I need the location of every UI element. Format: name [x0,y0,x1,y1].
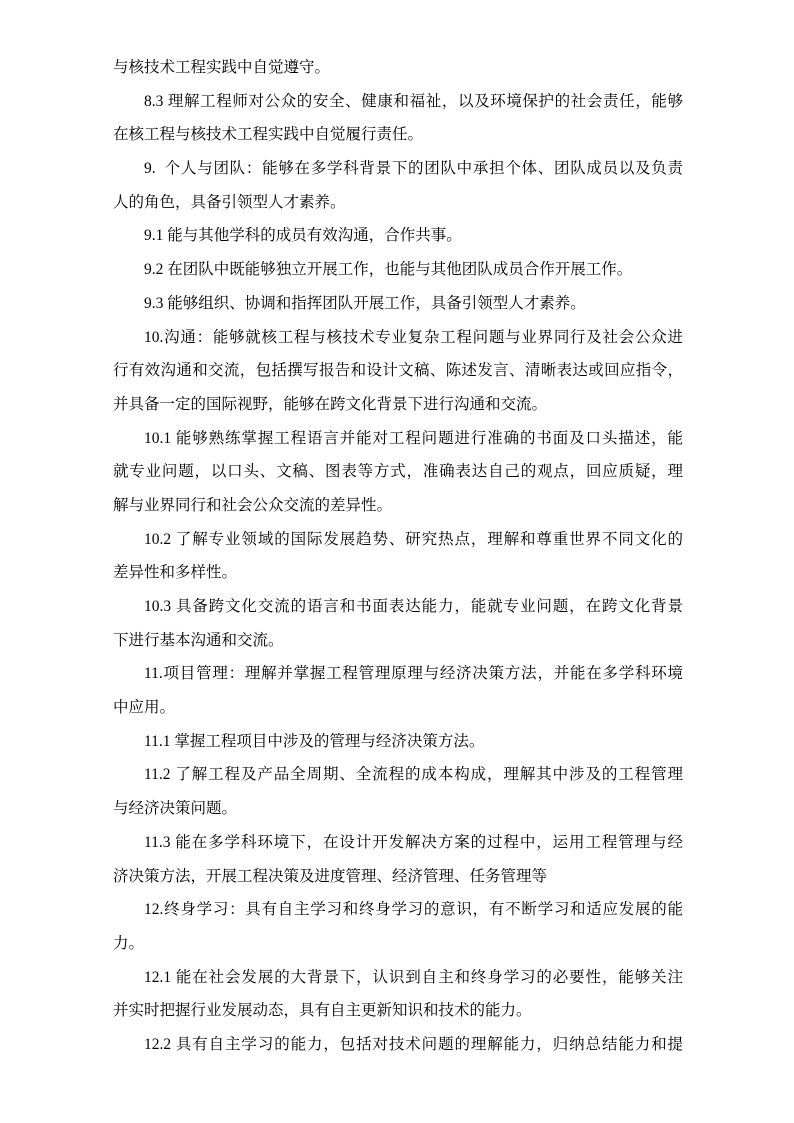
text-line: 9.1 能与其他学科的成员有效沟通，合作共事。 [144,227,462,245]
text-line: 9. 个人与团队：能够在多学科背景下的团队中承担个体、团队成员以及负责 [144,160,683,178]
paragraph [113,893,683,960]
text-line: 9.3 能够组织、协调和指挥团队开展工作，具备引领型人才素养。 [144,294,586,312]
paragraph [113,725,683,759]
text-line: 8.3 理解工程师对公众的安全、健康和福祉，以及环境保护的社会责任，能够 [144,92,683,110]
text-line: 9.2 在团队中既能够独立开展工作，也能与其他团队成员合作开展工作。 [144,261,633,279]
paragraph [113,657,683,724]
paragraph [113,85,683,152]
text-line: 11.项目管理：理解并掌握工程管理原理与经济决策方法，并能在多学科环境 [144,665,683,683]
paragraph [113,253,683,287]
paragraph [113,321,683,422]
text-line: 与经济决策问题。 [113,800,238,818]
paragraph [113,1028,683,1062]
text-line: 12.终身学习：具有自主学习和终身学习的意识，有不断学习和适应发展的能 [144,901,683,919]
paragraph [113,152,683,219]
paragraph [113,590,683,657]
text-line: 人的角色，具备引领型人才素养。 [113,193,346,211]
paragraph [113,961,683,1028]
text-line: 10.1 能够熟练掌握工程语言并能对工程问题进行准确的书面及口头描述，能 [144,429,683,447]
text-line: 11.1 掌握工程项目中涉及的管理与经济决策方法。 [144,732,485,750]
paragraph [113,287,683,321]
text-line: 行有效沟通和交流，包括撰写报告和设计文稿、陈述发言、清晰表达或回应指令， [113,362,683,380]
text-line: 力。 [113,934,145,952]
paragraph [113,758,683,825]
text-line: 并实时把握行业发展动态，具有自主更新知识和技术的能力。 [113,1002,532,1020]
text-line: 解与业界同行和社会公众交流的差异性。 [113,496,393,514]
text-line: 11.2 了解工程及产品全周期、全流程的成本构成，理解其中涉及的工程管理 [144,766,683,784]
text-line: 与核技术工程实践中自觉遵守。 [113,59,331,76]
text-line: 并具备一定的国际视野，能够在跨文化背景下进行沟通和交流。 [113,395,548,413]
paragraph [113,51,683,85]
paragraph [113,422,683,523]
text-line: 12.1 能在社会发展的大背景下，认识到自主和终身学习的必要性，能够关注 [144,968,683,986]
text-line: 在核工程与核技术工程实践中自觉履行责任。 [113,126,424,144]
text-line: 就专业问题，以口头、文稿、图表等方式，准确表达自己的观点，回应质疑，理 [113,463,683,481]
paragraph [113,219,683,253]
text-line: 10.2 了解专业领域的国际发展趋势、研究热点，理解和尊重世界不同文化的 [144,530,683,548]
text-line: 中应用。 [113,699,176,717]
text-line: 12.2 具有自主学习的能力，包括对技术问题的理解能力，归纳总结能力和提 [144,1035,683,1053]
paragraph [113,523,683,590]
text-line: 10.3 具备跨文化交流的语言和书面表达能力，能就专业问题，在跨文化背景 [144,598,683,615]
paragraph [113,826,683,893]
text-line: 11.3 能在多学科环境下，在设计开发解决方案的过程中，运用工程管理与经 [144,833,683,851]
text-line: 10.沟通：能够就核工程与核技术专业复杂工程问题与业界同行及社会公众进 [144,328,683,346]
text-line: 下进行基本沟通和交流。 [113,631,284,649]
text-line: 差异性和多样性。 [113,564,238,582]
text-line: 济决策方法，开展工程决策及进度管理、经济管理、任务管理等 [113,867,548,885]
